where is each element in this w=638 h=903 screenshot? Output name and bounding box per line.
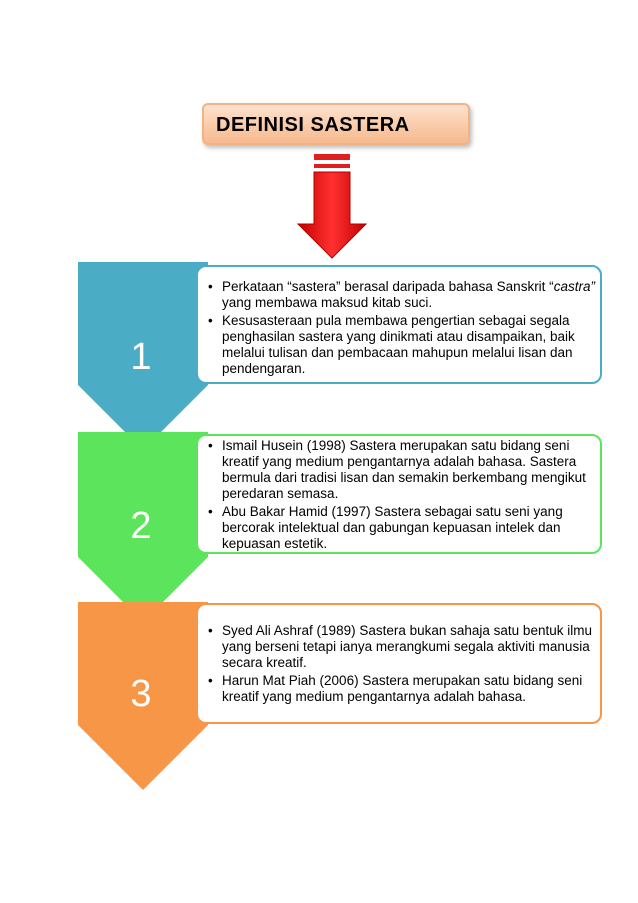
step-3-list	[198, 623, 600, 705]
arrow-stripe-1	[314, 154, 350, 160]
list-item	[208, 279, 600, 311]
step-3-box	[196, 603, 602, 724]
chevron-column	[0, 0, 210, 903]
step-2-list	[198, 438, 600, 552]
step-1-list	[198, 279, 600, 377]
bullet-italic-text: castra”	[553, 279, 595, 294]
step-2-box	[196, 434, 602, 554]
bullet-text: Harun Mat Piah (2006) Sastera merupakan satu bidang seni kreatif yang medium pengantarnya adalah bahasa.	[222, 673, 583, 704]
bullet-text: Syed Ali Ashraf (1989) Sastera bukan sahaja satu bentuk ilmu yang berseni tetapi ianya merangkumi segala aktiviti manusia secara kreatif.	[222, 623, 592, 670]
step-number-2: 2	[130, 505, 152, 547]
diagram-title: DEFINISI SASTERA	[216, 114, 410, 136]
list-item	[208, 623, 600, 671]
step-number-3: 3	[130, 673, 152, 715]
bullet-text-tail: yang membawa maksud kitab suci.	[222, 295, 433, 310]
arrow-body	[298, 172, 366, 258]
bullet-text: Kesusasteraan pula membawa pengertian sebagai segala penghasilan sastera yang dinikmati atau disampaikan, baik melalui tulisan dan pembacaan mahupun melalui lisan dan pendengaran.	[222, 313, 575, 376]
title-box	[202, 103, 470, 145]
arrow-stripe-2	[314, 164, 350, 168]
bullet-text: Ismail Husein (1998) Sastera merupakan satu bidang seni kreatif yang medium pengantarnya adalah bahasa. Sastera bermula dari tradisi lisan dan semakin berkembang mengikut peredaran semasa.	[222, 438, 586, 501]
bullet-text: Perkataan “sastera” berasal daripada bahasa Sanskrit “	[222, 279, 554, 294]
bullet-text: Abu Bakar Hamid (1997) Sastera sebagai satu seni yang bercorak intelektual dan gabungan kepuasan intelek dan kepuasan estetik.	[222, 504, 563, 551]
step-1-box	[196, 265, 602, 384]
step-number-1: 1	[130, 336, 152, 378]
down-arrow-icon	[276, 150, 368, 260]
list-item	[208, 673, 600, 705]
list-item	[208, 438, 600, 502]
list-item	[208, 504, 600, 552]
list-item	[208, 313, 600, 377]
